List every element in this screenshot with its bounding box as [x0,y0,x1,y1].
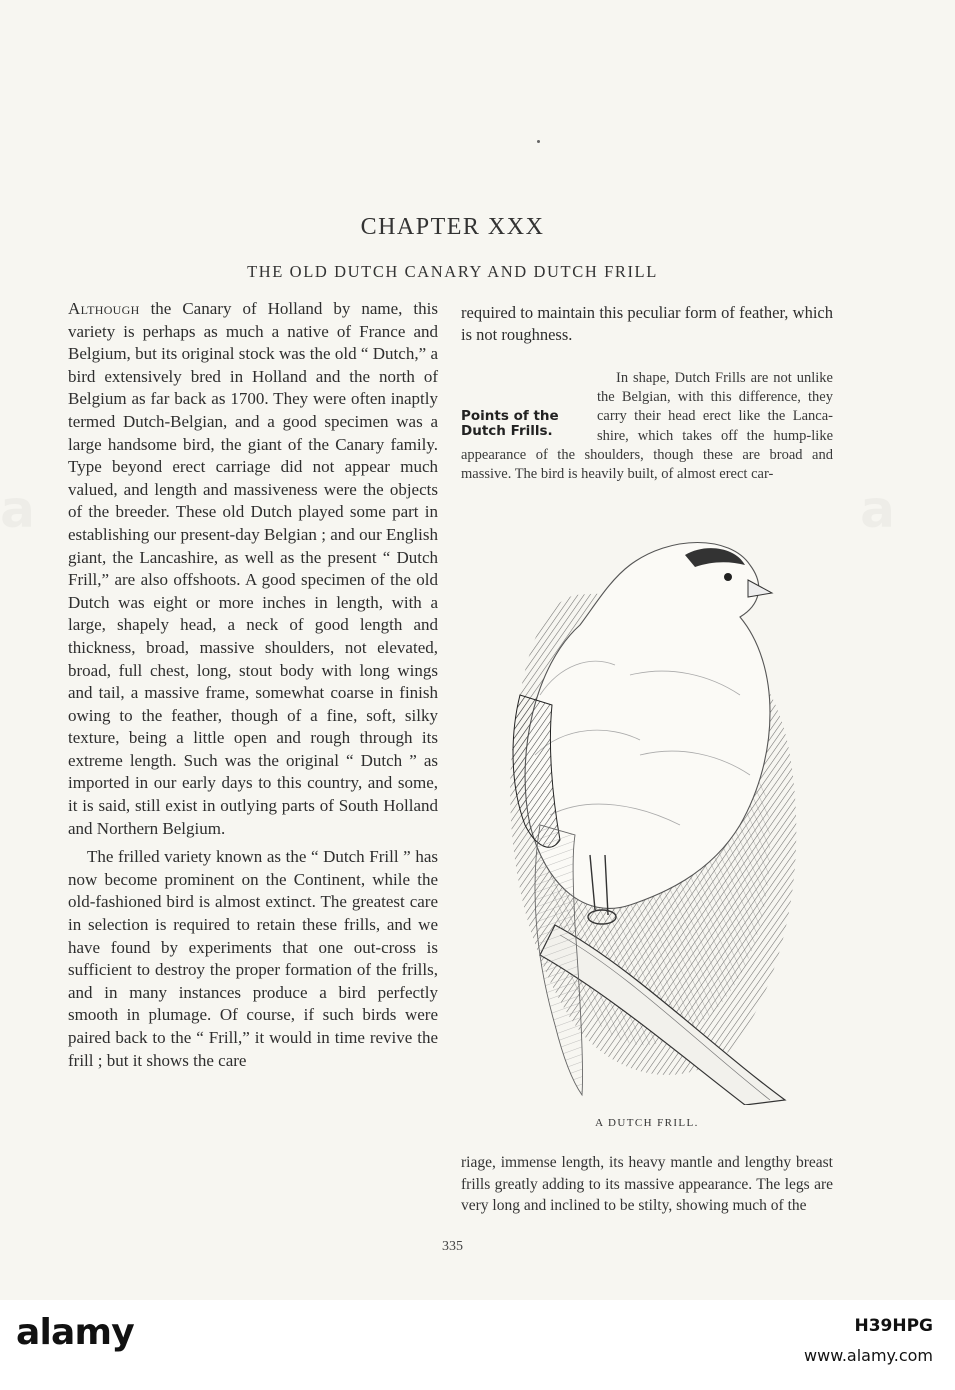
watermark [860,480,895,540]
paragraph-frilled-variety: The frilled variety known as the “ Dutch Frill ” has now become prominent on the Continent, while the old-fashioned bird is almost extinct. The greatest care in selection is required to retain these frills, and we have found by experiments that one out-cross is sufficient to destroy the proper formation of the frills, and in many instances produce a bird perfectly smooth in plumage. Of course, if such birds were paired back to the “ Frill,” it would in time revive the frill ; but it shows the care [68,847,438,1070]
watermark [0,480,35,540]
stock-footer [0,1300,955,1390]
lead-word: Although [68,299,140,318]
paragraph-intro-text: the Canary of Holland by name, this variety is perhaps as much a native of France and Belgium, but its original stock was the old “ Dutch,” a bird extensively bred in Holland and the north of Belgium as far back as 1700. They were often inaptly termed Dutch-Belgian, and a good specimen was a large handsome bird, the giant of the Canary family. Type beyond erect carriage did not appear much valued, and length and massiveness were the objects of the breeder. These old Dutch played some part in establishing our present-day Belgian ; and our English giant, the Lancashire, as well as the present “ Dutch Frill,” are also offshoots. A good specimen of the old Dutch was eight or more inches in length, with a large, shapely head, a neck of good length and thickness, broad, massive shoulders, not elevated, broad, full chest, long, stout body with long wings and tail, a massive frame, somewhat coarse in finish owing to the feather, though of a fine, soft, silky texture, being a little open and rough through its extreme length. Such was the original “ Dutch ” as imported in our early days to this country, and some, it is said, still exist in outlying parts of South Holland and Northern Belgium. [68,299,438,838]
right-column-bottom [461,1152,833,1217]
left-column [68,298,438,1072]
footer-image-id: H39HPG [854,1316,933,1336]
footer-url: www.alamy.com [804,1346,933,1365]
paragraph-shape: In shape, Dutch Frills are not unlike the Belgian, with this difference, they carry their head erect like the Lancashire, which takes off the hump-like appearance of the shoulders, though these are broad and massive. The bird is heavily built, of almost erect car- [461,370,833,483]
footer-logo: alamy [16,1312,134,1353]
right-column-top [461,302,833,346]
figure-caption: A DUTCH FRILL. [595,1117,699,1129]
dutch-frill-illustration [480,525,815,1105]
paragraph-intro [68,298,438,840]
paragraph-continued: required to maintain this peculiar form of feather, which is not roughness. [461,303,833,344]
right-column-shape-section [461,369,833,484]
page-number: 335 [442,1239,463,1254]
chapter-heading: CHAPTER XXX [360,214,545,240]
side-note-line: Points of the [461,408,559,424]
paragraph-after-figure: riage, immense length, its heavy mantle and lengthy breast frills greatly adding to its massive appearance. The legs are very long and inclined to be stilty, showing much of the [461,1154,833,1214]
chapter-title: THE OLD DUTCH CANARY AND DUTCH FRILL [247,262,658,281]
print-speck [537,140,540,143]
side-note-line: Dutch Frills. [461,423,553,439]
side-note-heading [461,409,589,439]
